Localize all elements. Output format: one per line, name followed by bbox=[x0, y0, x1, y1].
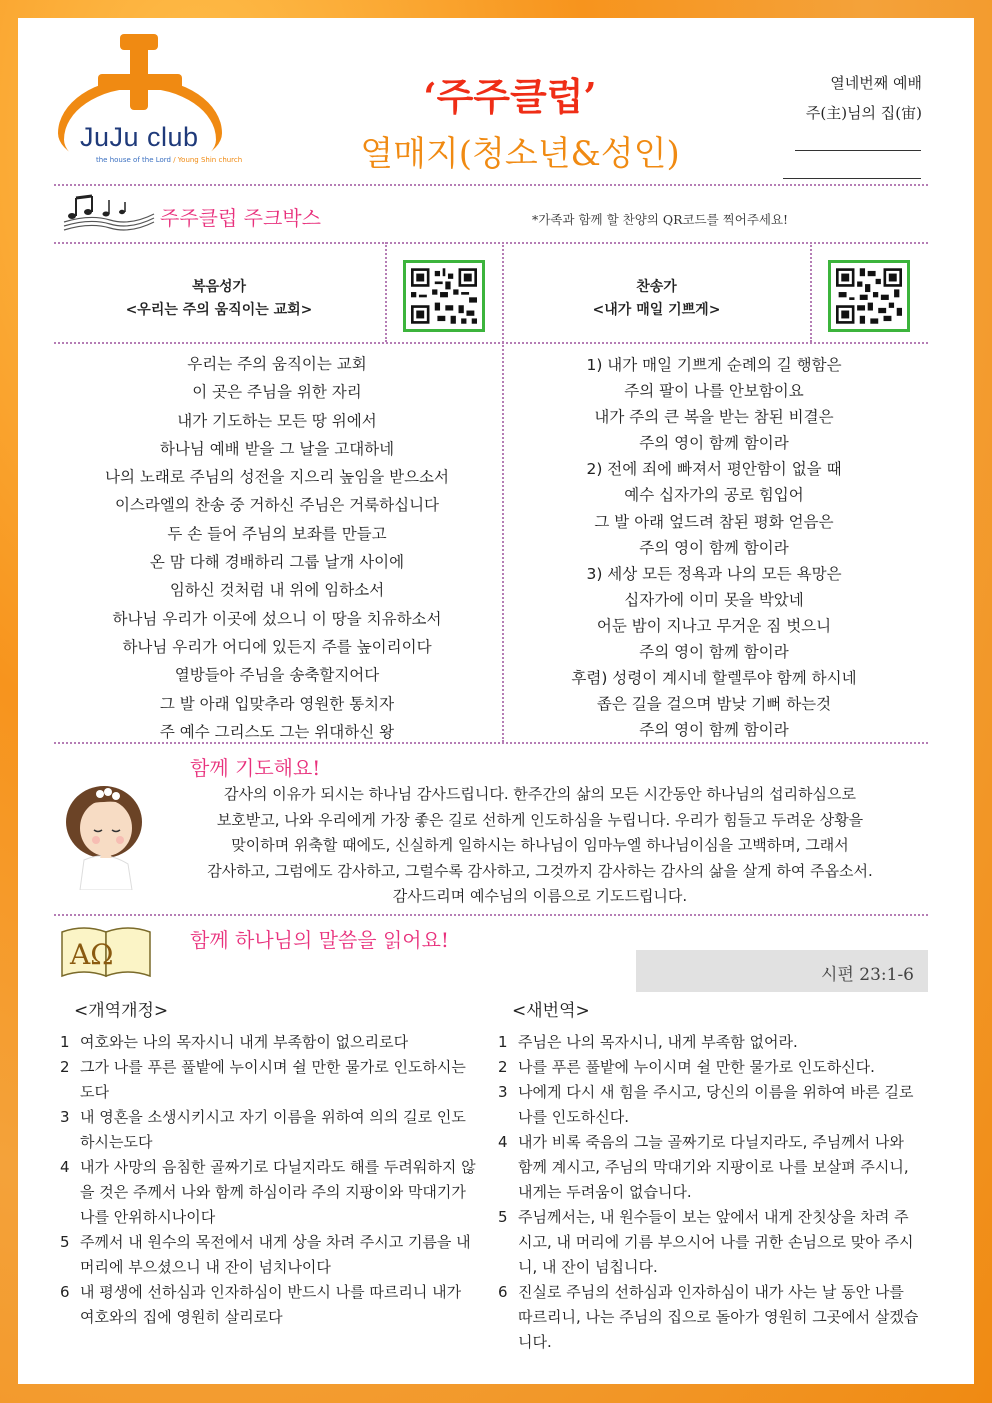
text-line: 주의 영이 함께 함이라 bbox=[639, 538, 789, 557]
juju-club-logo bbox=[58, 40, 248, 180]
text-line: 주의 영이 함께 함이라 bbox=[639, 721, 789, 740]
left-verses bbox=[60, 1030, 480, 1330]
verse-number: 1 bbox=[60, 1033, 70, 1051]
verse-item bbox=[498, 1130, 922, 1205]
music-notes-icon bbox=[60, 192, 156, 238]
text-line: 주의 팔이 나를 안보함이요 bbox=[624, 382, 804, 401]
text-line: 그 발 아래 입맞추라 영원한 통치자 bbox=[159, 694, 395, 713]
verse-text: 진실로 주님의 선하심과 인자하심이 내가 사는 날 동안 나를 따르리니, 나는 주님의 집으로 돌아가 영원히 그곳에서 살겠습니다. bbox=[518, 1283, 919, 1351]
text-line: 주의 영이 함께 함이라 bbox=[639, 434, 789, 453]
service-number: 열네번째 예배 bbox=[830, 74, 922, 92]
blank-line-2 bbox=[783, 178, 921, 179]
text-line: 하나님 우리가 이곳에 섰으니 이 땅을 치유하소서 bbox=[112, 609, 442, 628]
verse-text: 내 영혼을 소생시키시고 자기 이름을 위하여 의의 길로 인도하시는도다 bbox=[80, 1108, 466, 1151]
text-line: 예수 십자가의 공로 힘입어 bbox=[624, 486, 804, 505]
text-line: 감사하고, 그럼에도 감사하고, 그럴수록 감사하고, 그것까지 감사하는 감사의 삶을 살게 하여 주옵소서. bbox=[207, 861, 873, 880]
verse-item bbox=[60, 1155, 480, 1230]
text-line: 후렴) 성령이 계시네 할렐루야 함께 하시네 bbox=[571, 669, 857, 688]
right-translation-heading: <새번역> bbox=[512, 1001, 590, 1021]
text-line: 두 손 들어 주님의 보좌를 만들고 bbox=[167, 524, 387, 543]
verse-text: 주님은 나의 목자시니, 내게 부족함 없어라. bbox=[518, 1033, 798, 1051]
verse-text: 내가 비록 죽음의 그늘 골짜기로 다닐지라도, 주님께서 나와 함께 계시고, 주님의 막대기와 지팡이로 나를 보살펴 주시니, 내게는 두려움이 없습니다. bbox=[518, 1133, 909, 1201]
verse-text: 나에게 다시 새 힘을 주시고, 당신의 이름을 위하여 바른 길로 나를 인도하신다. bbox=[518, 1083, 914, 1126]
qr-code-icon bbox=[411, 268, 477, 324]
text-line: 어둔 밤이 지나고 무거운 짐 벗으니 bbox=[596, 616, 832, 635]
verse-item bbox=[498, 1080, 922, 1130]
verse-item bbox=[60, 1230, 480, 1280]
text-line: 이 곳은 주님을 위한 자리 bbox=[192, 383, 362, 402]
text-line: 나의 노래로 주님의 성전을 지으리 높임을 받으소서 bbox=[105, 468, 449, 487]
verse-number: 6 bbox=[60, 1283, 70, 1301]
text-line: 주의 영이 함께 함이라 bbox=[639, 643, 789, 662]
verse-number: 2 bbox=[498, 1058, 508, 1076]
verse-text: 내가 사망의 음침한 골짜기로 다닐지라도 해를 두려워하지 않을 것은 주께서 나와 함께 하심이라 주의 지팡이와 막대기가 나를 안위하시나이다 bbox=[80, 1158, 476, 1226]
scripture-heading: 함께 하나님의 말씀을 읽어요! bbox=[190, 928, 449, 952]
left-song-header bbox=[54, 276, 384, 322]
page-title: ‘주주클럽’ bbox=[423, 74, 597, 119]
logo-name: JuJu club bbox=[80, 122, 199, 152]
qr-code-right[interactable] bbox=[828, 260, 910, 332]
jukebox-heading: 주주클럽 주크박스 bbox=[160, 206, 321, 230]
left-translation-heading: <개역개정> bbox=[74, 1001, 169, 1021]
text-line: 하나님 예배 받을 그 날을 고대하네 bbox=[159, 439, 395, 458]
right-verses bbox=[498, 1030, 922, 1355]
verse-number: 6 bbox=[498, 1283, 508, 1301]
verse-item bbox=[498, 1205, 922, 1280]
verse-text: 그가 나를 푸른 풀밭에 누이시며 쉴 만한 물가로 인도하시는도다 bbox=[80, 1058, 466, 1101]
text-line: 좁은 길을 걸으며 밤낮 기뻐 하는것 bbox=[596, 695, 832, 714]
text-line: 감사의 이유가 되시는 하나님 감사드립니다. 한주간의 삶의 모든 시간동안 하나님의 섭리하심으로 bbox=[223, 785, 857, 803]
scripture-reference-bar bbox=[636, 950, 928, 992]
alpha-omega-book-icon bbox=[58, 922, 154, 980]
text-line: 감사드리며 예수님의 이름으로 기도드립니다. bbox=[392, 887, 688, 906]
text-line: 1) 내가 매일 기쁘게 순례의 길 행함은 bbox=[586, 356, 842, 374]
divider bbox=[54, 914, 928, 916]
blank-line-1 bbox=[795, 150, 921, 151]
left-song-category: 복음성가 bbox=[191, 279, 247, 295]
house-label: 주(主)님의 집(宙) bbox=[805, 104, 922, 122]
praying-girl-icon bbox=[60, 780, 152, 890]
verse-number: 3 bbox=[60, 1108, 70, 1126]
text-line: 3) 세상 모든 정욕과 나의 모든 욕망은 bbox=[586, 564, 842, 583]
right-song-category: 찬송가 bbox=[636, 279, 677, 295]
left-song-lyrics bbox=[54, 350, 500, 746]
prayer-text bbox=[160, 782, 920, 910]
verse-number: 4 bbox=[498, 1133, 508, 1151]
verse-item bbox=[60, 1030, 480, 1055]
verse-number: 1 bbox=[498, 1033, 508, 1051]
svg-text:AΩ: AΩ bbox=[70, 938, 114, 971]
text-line: 십자가에 이미 못을 박았네 bbox=[624, 590, 804, 609]
verse-text: 나를 푸른 풀밭에 누이시며 쉴 만한 물가로 인도하신다. bbox=[518, 1058, 875, 1076]
text-line: 맞이하며 위축할 때에도, 신실하게 일하시는 하나님이 임마누엘 하나님이심을 고백하며, 그래서 bbox=[231, 836, 849, 855]
scripture-reference: 시편 23:1-6 bbox=[821, 965, 914, 985]
verse-number: 3 bbox=[498, 1083, 508, 1101]
text-line: 내가 주의 큰 복을 받는 참된 비결은 bbox=[594, 408, 834, 427]
text-line: 내가 기도하는 모든 땅 위에서 bbox=[177, 411, 377, 430]
prayer-heading: 함께 기도해요! bbox=[190, 756, 321, 780]
qr-instruction: *가족과 함께 할 찬양의 QR코드를 찍어주세요! bbox=[532, 212, 789, 227]
text-line: 임하신 것처럼 내 위에 임하소서 bbox=[169, 581, 385, 600]
verse-number: 5 bbox=[498, 1208, 508, 1226]
text-line: 그 발 아래 엎드려 참된 평화 얻음은 bbox=[594, 512, 834, 531]
verse-number: 4 bbox=[60, 1158, 70, 1176]
verse-text: 내 평생에 선하심과 인자하심이 반드시 나를 따르리니 내가 여호와의 집에 영원히 살리로다 bbox=[80, 1283, 462, 1326]
right-song-header bbox=[504, 276, 809, 322]
text-line: 이스라엘의 찬송 중 거하신 주님은 거룩하십니다 bbox=[114, 496, 440, 515]
verse-text: 여호와는 나의 목자시니 내게 부족함이 없으리로다 bbox=[80, 1033, 409, 1051]
right-song-title: <내가 매일 기쁘게> bbox=[592, 302, 721, 318]
text-line: 온 맘 다해 경배하리 그룹 날개 사이에 bbox=[149, 553, 405, 572]
text-line: 2) 전에 죄에 빠져서 평안함이 없을 때 bbox=[586, 460, 842, 479]
text-line: 열방들아 주님을 송축할지어다 bbox=[174, 666, 380, 685]
left-song-title: <우리는 주의 움직이는 교회> bbox=[125, 302, 313, 318]
verse-text: 주님께서는, 내 원수들이 보는 앞에서 내게 잔칫상을 차려 주시고, 내 머리에 기름 부으시어 나를 귀한 손님으로 맞아 주시니, 내 잔이 넘칩니다. bbox=[518, 1208, 914, 1276]
divider bbox=[54, 742, 928, 744]
logo-tagline: the house of the Lord / Young Shin church bbox=[96, 156, 243, 164]
verse-item bbox=[498, 1055, 922, 1080]
divider bbox=[54, 184, 928, 186]
verse-number: 2 bbox=[60, 1058, 70, 1076]
text-line: 보호받고, 나와 우리에게 가장 좋은 길로 선하게 인도하심을 누립니다. 우리가 힘들고 두려운 상황을 bbox=[216, 810, 864, 829]
page-subtitle: 열매지(청소년&성인) bbox=[360, 134, 680, 174]
verse-number: 5 bbox=[60, 1233, 70, 1251]
verse-text: 주께서 내 원수의 목전에서 내게 상을 차려 주시고 기름을 내 머리에 부으셨으니 내 잔이 넘치나이다 bbox=[80, 1233, 471, 1276]
verse-item bbox=[498, 1280, 922, 1355]
text-line: 주 예수 그리스도 그는 위대하신 왕 bbox=[159, 722, 395, 741]
text-line: 우리는 주의 움직이는 교회 bbox=[187, 355, 367, 373]
verse-item bbox=[60, 1055, 480, 1105]
qr-code-icon bbox=[836, 268, 902, 324]
divider bbox=[54, 242, 928, 244]
verse-item bbox=[498, 1030, 922, 1055]
right-song-lyrics bbox=[504, 352, 924, 743]
qr-code-left[interactable] bbox=[403, 260, 485, 332]
text-line: 하나님 우리가 어디에 있든지 주를 높이리이다 bbox=[122, 637, 432, 656]
verse-item bbox=[60, 1105, 480, 1155]
verse-item bbox=[60, 1280, 480, 1330]
